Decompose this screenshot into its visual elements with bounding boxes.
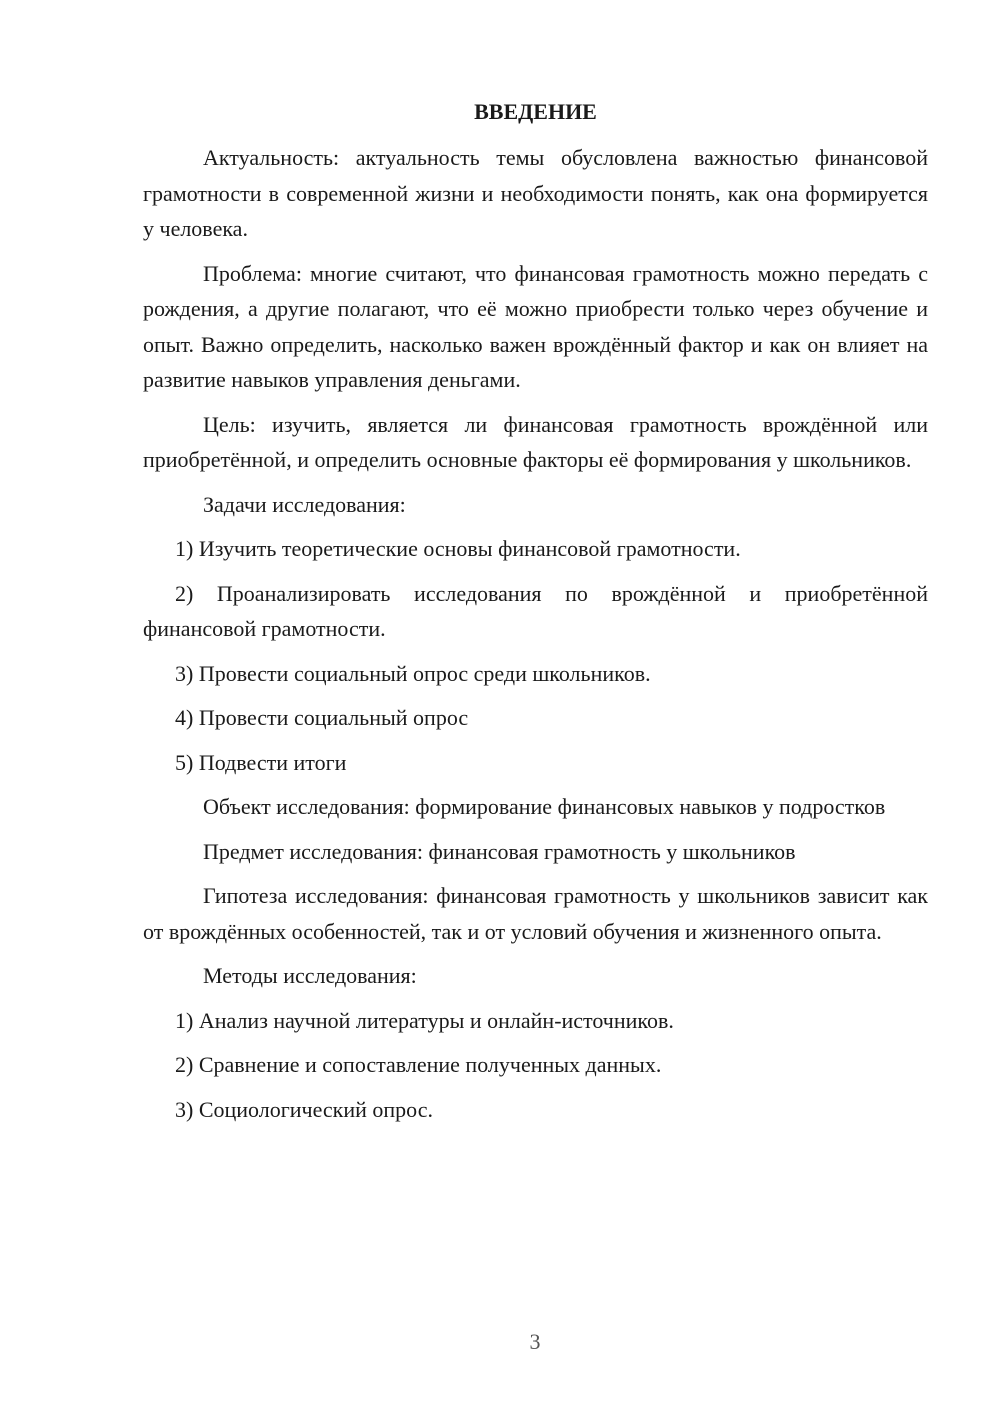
subject-paragraph: Предмет исследования: финансовая грамотность у школьников (203, 838, 796, 864)
document-body (143, 94, 928, 1136)
method-item: 2) Сравнение и сопоставление полученных данных. (175, 1052, 662, 1077)
tasks-heading: Задачи исследования: (203, 491, 406, 517)
page-number: 3 (529, 1329, 541, 1354)
goal-paragraph: Цель: изучить, является ли финансовая грамотность врождённой или приобретённой, и определить основные факторы её формирования у школьников. (143, 411, 928, 472)
object-paragraph: Объект исследования: формирование финансовых навыков у подростков (203, 794, 886, 819)
task-item: 4) Провести социальный опрос (175, 705, 469, 730)
task-item: 3) Провести социальный опрос среди школьников. (175, 660, 651, 686)
section-title: ВВЕДЕНИЕ (474, 99, 597, 124)
task-item: 2) Проанализировать исследования по врождённой и приобретённой финансовой грамотности. (143, 580, 928, 641)
task-item: 1) Изучить теоретические основы финансовой грамотности. (175, 536, 741, 561)
problem-paragraph: Проблема: многие считают, что финансовая грамотность можно передать с рождения, а другие полагают, что её можно приобрести только через обучение и опыт. Важно определить, насколько важен врождённый фактор и как он влияет на развитие навыков управления деньгами. (143, 260, 928, 392)
hypothesis-paragraph: Гипотеза исследования: финансовая грамотность у школьников зависит как от врождённых особенностей, так и от условий обучения и жизненного опыта. (143, 883, 928, 944)
task-item: 5) Подвести итоги (175, 749, 347, 775)
method-item: 3) Социологический опрос. (175, 1096, 433, 1122)
relevance-paragraph: Актуальность: актуальность темы обусловлена важностью финансовой грамотности в современной жизни и необходимости понять, как она формируется у человека. (143, 145, 928, 241)
method-item: 1) Анализ научной литературы и онлайн-источников. (175, 1007, 674, 1033)
methods-heading: Методы исследования: (203, 963, 417, 988)
